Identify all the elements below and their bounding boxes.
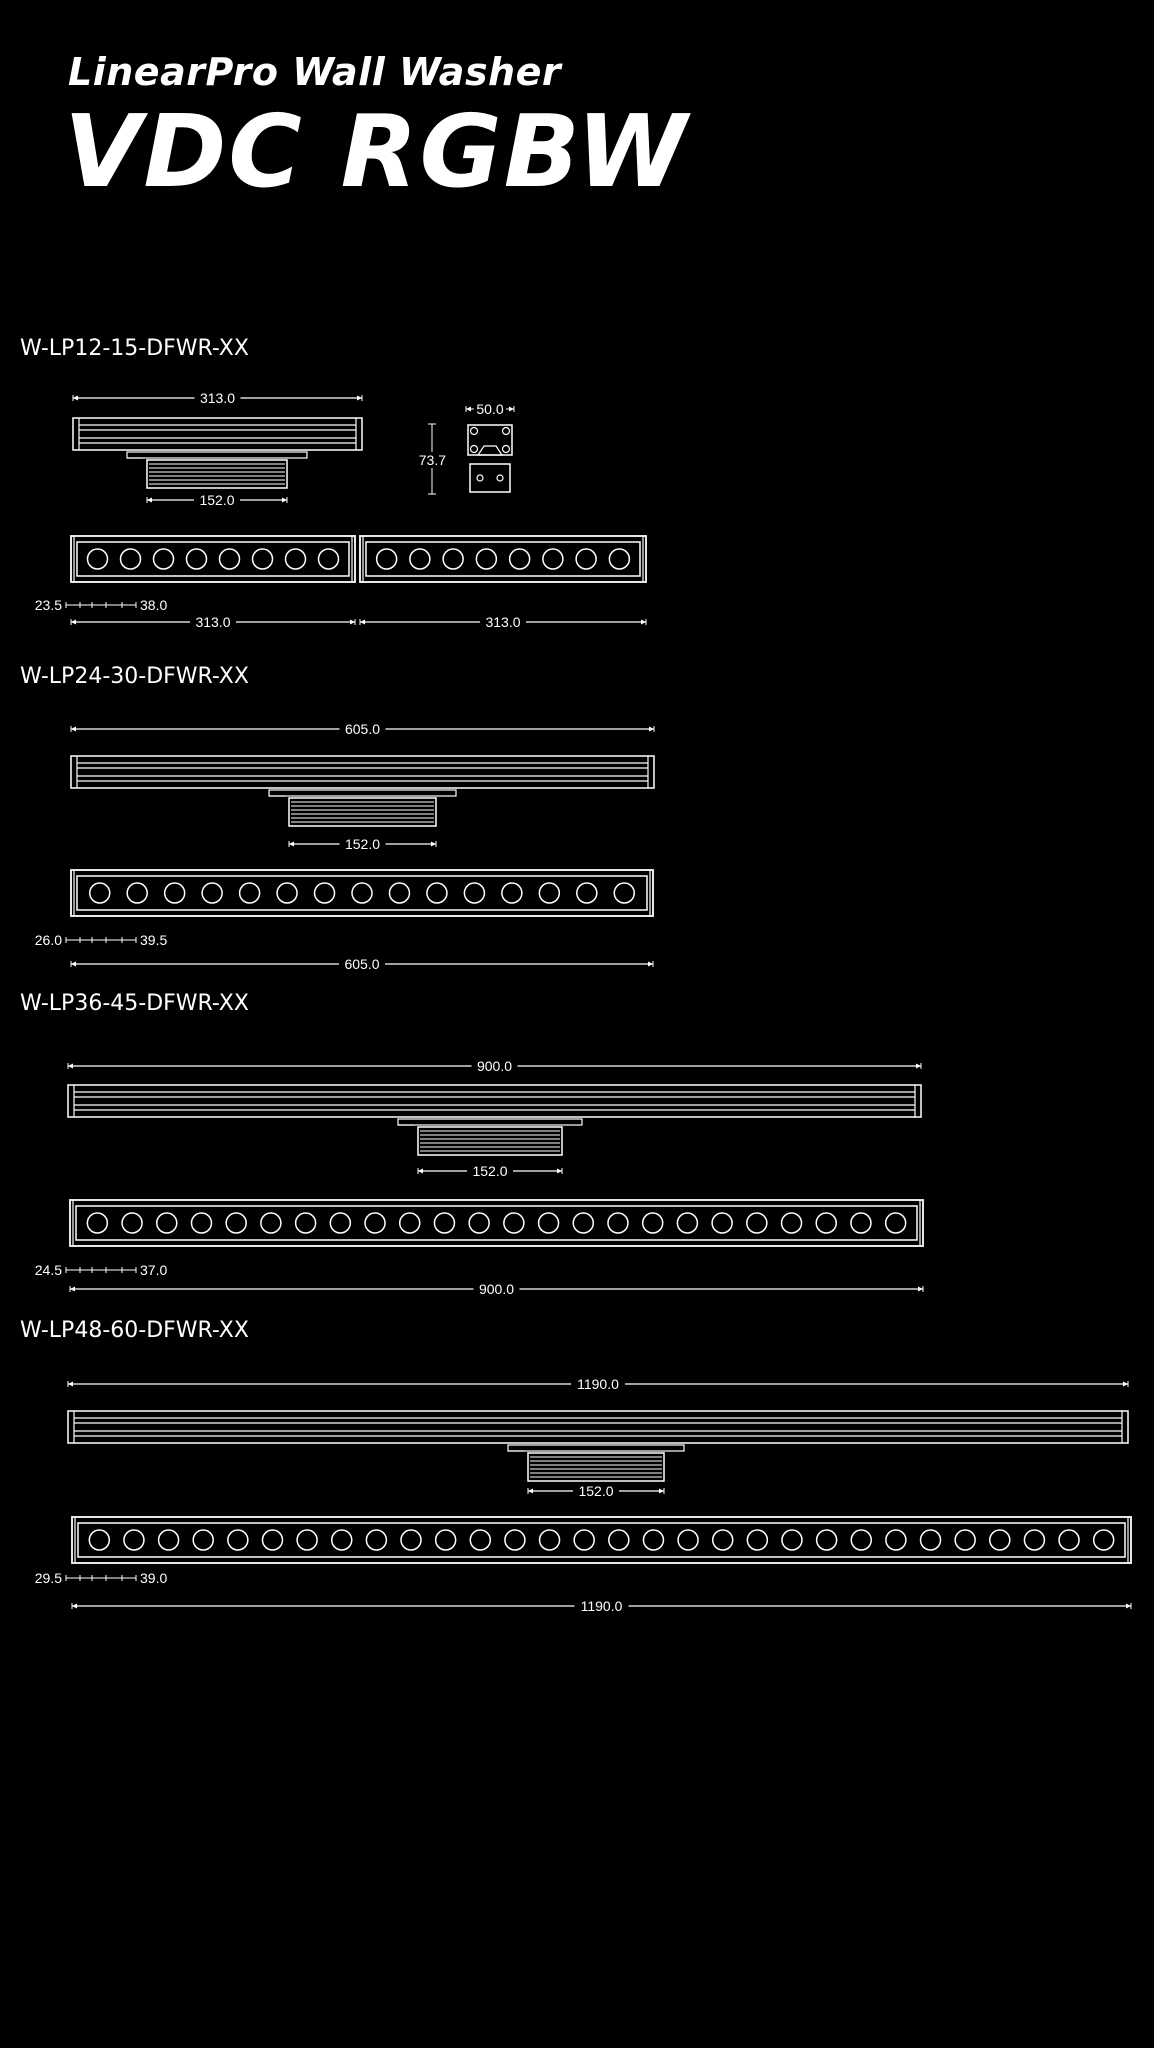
led-lens (713, 1530, 733, 1550)
fixture-block (20, 991, 923, 1297)
led-lens (165, 883, 185, 903)
led-lens (573, 1213, 593, 1233)
segment-length-dimension (70, 1281, 923, 1297)
front-view (72, 1517, 1131, 1563)
section-hinge (478, 446, 502, 455)
end-offset-label: 24.5 (34, 1262, 62, 1278)
mount-hole (497, 475, 503, 481)
led-lens (191, 1213, 211, 1233)
led-lens (539, 1213, 559, 1233)
housing-outline (71, 870, 653, 916)
led-lens (427, 883, 447, 903)
dimension-arrow (357, 396, 362, 401)
dimension-label: 900.0 (476, 1058, 513, 1074)
housing-outline (71, 536, 355, 582)
led-lens (400, 1213, 420, 1233)
section-height-label: 73.7 (418, 452, 446, 468)
dimension-arrow (528, 1489, 533, 1494)
dimension-arrow (71, 962, 76, 967)
extrusion-body (73, 418, 362, 450)
section-screw (471, 428, 478, 435)
section-screw (471, 446, 478, 453)
dimension-label: 313.0 (485, 614, 521, 630)
led-lens (886, 1530, 906, 1550)
led-lens (377, 549, 397, 569)
pitch-label: 39.0 (140, 1570, 168, 1586)
led-lens (851, 1213, 871, 1233)
dimension-arrow (557, 1169, 562, 1174)
pitch-annotation (35, 1262, 168, 1278)
dimension-label: 313.0 (195, 614, 231, 630)
fixture-block (20, 664, 654, 972)
bracket-length-dimension (528, 1483, 664, 1499)
dimension-arrow (466, 407, 471, 412)
overall-length-dimension (68, 1058, 921, 1074)
led-lens (297, 1530, 317, 1550)
cross-section-view (419, 401, 514, 494)
bracket-length-dimension (147, 492, 287, 508)
model-number: W-LP12-15-DFWR-XX (20, 336, 249, 361)
dimension-arrow (282, 498, 287, 503)
side-view (68, 1411, 1128, 1481)
led-lens (88, 549, 108, 569)
dimension-arrow (641, 620, 646, 625)
led-lens (228, 1530, 248, 1550)
led-lens (886, 1213, 906, 1233)
pitch-annotation (35, 1570, 168, 1586)
dimension-arrow (71, 620, 76, 625)
bracket-flange (269, 790, 456, 796)
led-lens (226, 1213, 246, 1233)
pitch-label: 38.0 (140, 597, 168, 613)
led-lens (712, 1213, 732, 1233)
led-lens (505, 1530, 525, 1550)
led-lens (782, 1213, 802, 1233)
led-window (78, 1523, 1125, 1557)
product-line-subtitle: LinearPro Wall Washer (68, 50, 562, 94)
led-lens (469, 1213, 489, 1233)
bracket-length-dimension (418, 1163, 562, 1179)
dimension-arrow (73, 396, 78, 401)
housing-outline (70, 1200, 923, 1246)
led-lens (159, 1530, 179, 1550)
led-lens (851, 1530, 871, 1550)
dimension-label: 152.0 (344, 836, 381, 852)
front-view (360, 536, 646, 582)
led-lens (614, 883, 634, 903)
led-lens (240, 883, 260, 903)
side-view (68, 1085, 921, 1155)
led-lens (678, 1530, 698, 1550)
dimension-label: 152.0 (578, 1483, 614, 1499)
section-mount-plate (470, 464, 510, 492)
dimension-label: 313.0 (199, 390, 236, 406)
led-lens (470, 1530, 490, 1550)
dimension-arrow (360, 620, 365, 625)
led-window (77, 542, 349, 576)
led-lens (609, 1530, 629, 1550)
dimension-arrow (68, 1064, 73, 1069)
segment-length-dimension (71, 956, 653, 972)
dimension-label: 1190.0 (580, 1598, 623, 1614)
extrusion-body (71, 756, 654, 788)
led-lens (262, 1530, 282, 1550)
led-lens (332, 1530, 352, 1550)
led-lens (677, 1213, 697, 1233)
led-lens (609, 549, 629, 569)
product-title: VDC RGBW (64, 93, 689, 210)
section-screw (503, 446, 510, 453)
front-view (71, 870, 653, 916)
dimension-arrow (659, 1489, 664, 1494)
dimension-arrow (916, 1064, 921, 1069)
side-view (71, 756, 654, 826)
model-number: W-LP24-30-DFWR-XX (20, 664, 249, 689)
led-lens (576, 549, 596, 569)
led-lens (261, 1213, 281, 1233)
led-lens (464, 883, 484, 903)
led-lens (1059, 1530, 1079, 1550)
led-lens (443, 549, 463, 569)
led-lens (87, 1213, 107, 1233)
led-lens (127, 883, 147, 903)
led-lens (157, 1213, 177, 1233)
led-lens (476, 549, 496, 569)
pitch-label: 39.5 (140, 932, 168, 948)
led-lens (539, 883, 559, 903)
bracket-length-dimension (289, 836, 436, 852)
led-lens (504, 1213, 524, 1233)
dimension-arrow (1123, 1382, 1128, 1387)
mount-hole (477, 475, 483, 481)
led-lens (154, 549, 174, 569)
led-lens (577, 883, 597, 903)
bracket-flange (398, 1119, 582, 1125)
model-number: W-LP48-60-DFWR-XX (20, 1318, 249, 1343)
bracket-flange (127, 452, 307, 458)
dimension-arrow (68, 1382, 73, 1387)
dimension-label: 1190.0 (577, 1376, 619, 1392)
led-lens (389, 883, 409, 903)
led-lens (643, 1530, 663, 1550)
led-lens (253, 549, 273, 569)
dimension-arrow (649, 727, 654, 732)
section-screw (503, 428, 510, 435)
led-lens (574, 1530, 594, 1550)
extrusion-body (68, 1411, 1128, 1443)
dimension-arrow (289, 842, 294, 847)
dimension-arrow (918, 1287, 923, 1292)
section-housing (468, 425, 512, 455)
led-lens (220, 549, 240, 569)
section-width-dimension (466, 401, 514, 417)
front-view (70, 1200, 923, 1246)
section-height-dimension (419, 424, 446, 494)
led-lens (510, 549, 530, 569)
segment-length-dimension (71, 614, 355, 630)
led-lens (782, 1530, 802, 1550)
overall-length-dimension (68, 1376, 1128, 1392)
dimension-arrow (1126, 1604, 1131, 1609)
led-lens (436, 1530, 456, 1550)
led-lens (352, 883, 372, 903)
led-lens (187, 549, 207, 569)
end-offset-label: 26.0 (34, 932, 62, 948)
dimension-label: 900.0 (478, 1281, 515, 1297)
dimension-label: 152.0 (199, 492, 235, 508)
bracket-flange (508, 1445, 684, 1451)
led-lens (1024, 1530, 1044, 1550)
led-lens (921, 1530, 941, 1550)
pitch-label: 37.0 (140, 1262, 168, 1278)
led-lens (286, 549, 306, 569)
led-lens (410, 549, 430, 569)
extrusion-body (68, 1085, 921, 1117)
led-lens (202, 883, 222, 903)
side-view (73, 418, 362, 488)
overall-length-dimension (71, 721, 654, 737)
segment-length-dimension (360, 614, 646, 630)
dimension-arrow (147, 498, 152, 503)
led-lens (502, 883, 522, 903)
fixture-block (20, 336, 646, 630)
led-lens (401, 1530, 421, 1550)
led-lens (1094, 1530, 1114, 1550)
led-window (366, 542, 640, 576)
pitch-annotation (35, 932, 168, 948)
led-lens (747, 1213, 767, 1233)
led-lens (315, 883, 335, 903)
segment-length-dimension (72, 1598, 1131, 1614)
dimension-arrow (71, 727, 76, 732)
led-lens (89, 1530, 109, 1550)
led-lens (365, 1213, 385, 1233)
led-lens (90, 883, 110, 903)
led-lens (643, 1213, 663, 1233)
front-view (71, 536, 355, 582)
led-lens (319, 549, 339, 569)
dimension-arrow (70, 1287, 75, 1292)
dimension-arrow (418, 1169, 423, 1174)
overall-length-dimension (73, 390, 362, 406)
led-lens (366, 1530, 386, 1550)
dimension-arrow (72, 1604, 77, 1609)
dimension-label: 152.0 (472, 1163, 508, 1179)
dimension-arrow (431, 842, 436, 847)
dimension-arrow (648, 962, 653, 967)
housing-outline (72, 1517, 1131, 1563)
led-window (76, 1206, 917, 1240)
led-lens (121, 549, 141, 569)
led-lens (122, 1213, 142, 1233)
led-lens (540, 1530, 560, 1550)
pitch-annotation (35, 597, 168, 613)
housing-outline (360, 536, 646, 582)
led-lens (608, 1213, 628, 1233)
led-window (77, 876, 647, 910)
end-offset-label: 29.5 (34, 1570, 62, 1586)
led-lens (990, 1530, 1010, 1550)
dimension-arrow (350, 620, 355, 625)
led-lens (277, 883, 297, 903)
led-lens (434, 1213, 454, 1233)
section-width-label: 50.0 (476, 401, 504, 417)
led-lens (817, 1530, 837, 1550)
dimension-arrow (509, 407, 514, 412)
fixture-block (20, 1318, 1131, 1614)
led-lens (816, 1213, 836, 1233)
model-number: W-LP36-45-DFWR-XX (20, 991, 249, 1016)
led-lens (330, 1213, 350, 1233)
led-lens (747, 1530, 767, 1550)
led-lens (193, 1530, 213, 1550)
dimension-label: 605.0 (344, 956, 380, 972)
led-lens (124, 1530, 144, 1550)
led-lens (296, 1213, 316, 1233)
end-offset-label: 23.5 (34, 597, 62, 613)
dimension-label: 605.0 (344, 721, 381, 737)
led-lens (543, 549, 563, 569)
led-lens (955, 1530, 975, 1550)
